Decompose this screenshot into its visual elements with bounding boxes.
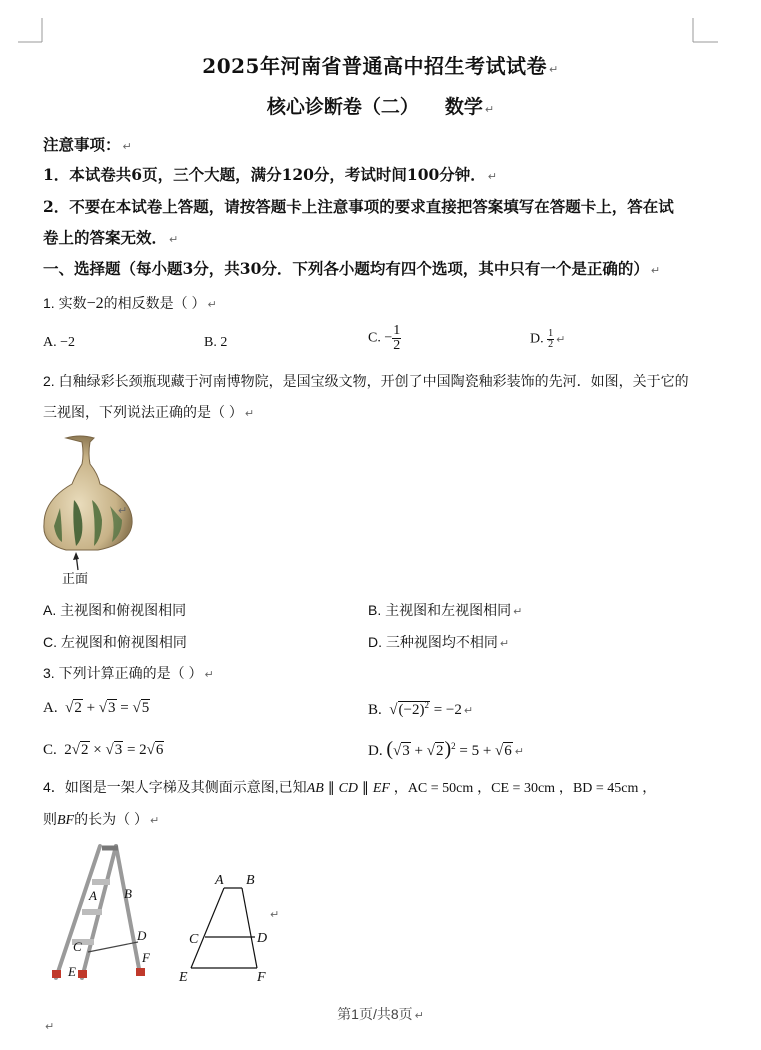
vase-front-label: 正面 <box>62 571 89 586</box>
q2-option-d: D. 三种视图均不相同 ↵ <box>368 634 510 650</box>
notice-heading: 注意事项： ↵ <box>43 135 132 154</box>
paragraph-mark: ↵ <box>118 504 128 517</box>
label-d: D <box>257 931 268 946</box>
label-c: C <box>189 932 199 947</box>
q1-option-d: D. $\frac{1}{2}$ ↵ <box>530 328 566 350</box>
q1-option-a: A. −2 <box>43 335 76 350</box>
notice-1: 1．本试卷共6页，三个大题，满分120分，考试时间100分钟． ↵ <box>43 165 497 184</box>
paragraph-mark: ↵ <box>270 908 280 921</box>
ladder-photo <box>42 838 162 988</box>
q1-option-b: B. 2 <box>204 335 228 350</box>
svg-text:C: C <box>73 939 82 954</box>
q4-stem-2: 则BF的长为（ ） ↵ <box>43 811 160 828</box>
q3-option-d: D. $(√3 + √2)^2 = 5 + √6$ ↵ <box>368 738 525 760</box>
page-footer: 第1页/共8页 ↵ <box>337 1006 424 1022</box>
svg-text:B: B <box>124 886 132 901</box>
crop-mark-top-left <box>18 18 44 44</box>
svg-text:E: E <box>68 964 76 979</box>
q1-stem: 1. 实数−2的相反数是（ ） ↵ <box>43 295 217 312</box>
q1-option-c: C. − $\frac{1}{2}$ <box>368 323 401 353</box>
q2-option-c: C. 左视图和俯视图相同 <box>43 634 187 650</box>
notice-2a: 2．不要在本试卷上答题，请按答题卡上注意事项的要求直接把答案填写在答题卡上，答在试 <box>43 197 674 216</box>
label-a: A <box>215 873 224 888</box>
notice-2b: 卷上的答案无效． ↵ <box>43 228 179 247</box>
q3-stem: 3. 下列计算正确的是（ ） ↵ <box>43 665 214 681</box>
label-b: B <box>246 873 255 888</box>
q3-option-a: A. √2 + √3 = √5 <box>43 700 150 716</box>
svg-text:F: F <box>142 950 150 965</box>
q2-stem-2: 三视图，下列说法正确的是（ ） ↵ <box>43 404 255 420</box>
subject-label: 数学 <box>444 96 483 118</box>
ladder-side-diagram <box>175 868 285 988</box>
crop-mark-top-right <box>692 18 718 44</box>
svg-text:D: D <box>137 928 147 943</box>
label-e: E <box>179 970 188 985</box>
paragraph-mark: ↵ <box>45 1020 55 1033</box>
q4-stem-1: 4．如图是一架人字梯及其侧面示意图,已知AB ∥ CD ∥ EF ，AC = 50cm ，CE = 30cm ，BD = 45cm ， <box>43 779 657 796</box>
exam-title: 2025年河南省普通高中招生考试试卷 ↵ <box>202 54 559 78</box>
section-1-heading: 一、选择题（每小题3分，共30分．下列各小题均有四个选项，其中只有一个是正确的） ↵ <box>43 259 661 278</box>
svg-text:A: A <box>89 888 97 903</box>
q2-option-b: B. 主视图和左视图相同 ↵ <box>368 602 523 618</box>
exam-subtitle: 核心诊断卷（二） 数学 ↵ <box>266 96 495 118</box>
q3-option-b: B. $√(-2)^2 = -2$ ↵ <box>368 700 474 718</box>
q2-option-a: A. 主视图和俯视图相同 <box>43 602 187 618</box>
label-f: F <box>257 970 266 985</box>
q3-option-c: C. 2√2 × √3 = 2√6 <box>43 742 164 758</box>
q2-stem-1: 2. 白釉绿彩长颈瓶现藏于河南博物院，是国宝级文物，开创了中国陶瓷釉彩装饰的先河．如图，关于它的 <box>43 373 689 389</box>
